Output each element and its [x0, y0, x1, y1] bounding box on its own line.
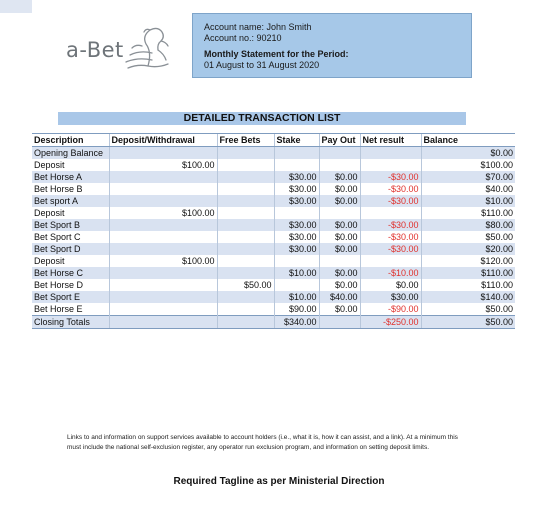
cell-balance: $50.00: [421, 316, 515, 329]
cell-deposit-withdrawal: [109, 171, 217, 183]
statement-title: Monthly Statement for the Period:: [204, 49, 349, 59]
cell-pay-out: [319, 255, 360, 267]
cell-stake: $30.00: [274, 195, 319, 207]
col-balance: Balance: [421, 134, 515, 147]
cell-description: Deposit: [32, 255, 109, 267]
cell-stake: $340.00: [274, 316, 319, 329]
account-number: Account no.: 90210: [204, 32, 282, 43]
cell-net-result: -$30.00: [360, 183, 421, 195]
cell-pay-out: $0.00: [319, 171, 360, 183]
cell-balance: $50.00: [421, 303, 515, 316]
cell-pay-out: $0.00: [319, 303, 360, 316]
table-row: [32, 279, 515, 291]
cell-free-bets: [217, 207, 274, 219]
cell-net-result: [360, 255, 421, 267]
cell-stake: [274, 147, 319, 160]
section-title: DETAILED TRANSACTION LIST: [58, 112, 466, 125]
cell-deposit-withdrawal: [109, 183, 217, 195]
cell-free-bets: [217, 159, 274, 171]
cell-balance: $110.00: [421, 267, 515, 279]
cell-balance: $40.00: [421, 183, 515, 195]
cell-deposit-withdrawal: [109, 303, 217, 316]
cell-description: Deposit: [32, 207, 109, 219]
table-row: [32, 159, 515, 171]
cell-free-bets: [217, 316, 274, 329]
cell-pay-out: [319, 316, 360, 329]
cell-deposit-withdrawal: [109, 195, 217, 207]
cell-net-result: [360, 159, 421, 171]
cell-balance: $10.00: [421, 195, 515, 207]
cell-pay-out: $0.00: [319, 267, 360, 279]
cell-net-result: $30.00: [360, 291, 421, 303]
table-header-row: [32, 134, 515, 147]
cell-balance: $0.00: [421, 147, 515, 160]
cell-pay-out: $0.00: [319, 195, 360, 207]
cell-description: Bet Sport C: [32, 231, 109, 243]
cell-pay-out: $0.00: [319, 279, 360, 291]
cell-free-bets: [217, 183, 274, 195]
cell-balance: $70.00: [421, 171, 515, 183]
cell-free-bets: [217, 171, 274, 183]
cell-deposit-withdrawal: [109, 243, 217, 255]
cell-net-result: -$30.00: [360, 171, 421, 183]
cell-net-result: -$30.00: [360, 231, 421, 243]
cell-stake: $30.00: [274, 171, 319, 183]
table-row: [32, 195, 515, 207]
cell-stake: $10.00: [274, 267, 319, 279]
cell-deposit-withdrawal: [109, 231, 217, 243]
cell-free-bets: [217, 147, 274, 160]
table-row: [32, 267, 515, 279]
cell-free-bets: [217, 195, 274, 207]
cell-stake: $30.00: [274, 243, 319, 255]
cell-stake: [274, 207, 319, 219]
table-row: [32, 171, 515, 183]
table-row: [32, 219, 515, 231]
col-stake: Stake: [274, 134, 319, 147]
cell-free-bets: [217, 303, 274, 316]
cell-deposit-withdrawal: [109, 147, 217, 160]
cell-description: Bet Sport E: [32, 291, 109, 303]
cell-description: Bet Sport D: [32, 243, 109, 255]
cell-net-result: -$250.00: [360, 316, 421, 329]
cell-free-bets: [217, 291, 274, 303]
cell-free-bets: $50.00: [217, 279, 274, 291]
cell-pay-out: $0.00: [319, 183, 360, 195]
support-services-note: Links to and information on support services available to account holders (i.e., what it is, how it can assist, and a link). At a minimum this must include the national self-exclusion register, any operator run exclusion program, and information on setting deposit limits.: [67, 434, 458, 451]
cell-net-result: -$30.00: [360, 219, 421, 231]
cell-pay-out: [319, 147, 360, 160]
cell-net-result: [360, 147, 421, 160]
a-bet-logo: [66, 24, 176, 76]
col-deposit-withdrawal: Deposit/Withdrawal: [109, 134, 217, 147]
cell-balance: $140.00: [421, 291, 515, 303]
table-row: [32, 255, 515, 267]
cell-stake: $10.00: [274, 291, 319, 303]
cell-balance: $50.00: [421, 231, 515, 243]
cell-pay-out: [319, 207, 360, 219]
cell-deposit-withdrawal: [109, 291, 217, 303]
cell-stake: $30.00: [274, 219, 319, 231]
cell-net-result: [360, 207, 421, 219]
cell-deposit-withdrawal: [109, 279, 217, 291]
cell-deposit-withdrawal: $100.00: [109, 159, 217, 171]
statement-period: 01 August to 31 August 2020: [204, 59, 320, 70]
cell-deposit-withdrawal: [109, 219, 217, 231]
cell-balance: $110.00: [421, 279, 515, 291]
cell-description: Bet sport A: [32, 195, 109, 207]
cell-description: Bet Horse D: [32, 279, 109, 291]
table-row: [32, 291, 515, 303]
closing-totals-row: [32, 316, 515, 329]
cell-balance: $110.00: [421, 207, 515, 219]
table-row: [32, 147, 515, 160]
cell-net-result: -$90.00: [360, 303, 421, 316]
cell-balance: $120.00: [421, 255, 515, 267]
cell-stake: $30.00: [274, 183, 319, 195]
cell-free-bets: [217, 255, 274, 267]
cell-free-bets: [217, 219, 274, 231]
cell-deposit-withdrawal: [109, 267, 217, 279]
table-row: [32, 243, 515, 255]
tagline: Required Tagline as per Ministerial Direction: [173, 476, 385, 487]
cell-net-result: -$30.00: [360, 195, 421, 207]
table-row: [32, 183, 515, 195]
cell-free-bets: [217, 267, 274, 279]
cell-pay-out: $0.00: [319, 231, 360, 243]
account-name: Account name: John Smith: [204, 22, 312, 32]
transaction-table: [32, 133, 515, 329]
cell-description: Closing Totals: [32, 316, 109, 329]
cell-description: Bet Horse B: [32, 183, 109, 195]
cell-balance: $20.00: [421, 243, 515, 255]
cell-description: Bet Horse E: [32, 303, 109, 316]
col-free-bets: Free Bets: [217, 134, 274, 147]
cell-deposit-withdrawal: $100.00: [109, 207, 217, 219]
cell-stake: [274, 255, 319, 267]
col-net-result: Net result: [360, 134, 421, 147]
cell-balance: $100.00: [421, 159, 515, 171]
cell-stake: [274, 159, 319, 171]
corner-decoration: [0, 0, 32, 13]
cell-pay-out: $40.00: [319, 291, 360, 303]
horse-logo-icon: [118, 24, 174, 76]
cell-pay-out: [319, 159, 360, 171]
cell-net-result: -$30.00: [360, 243, 421, 255]
cell-net-result: -$10.00: [360, 267, 421, 279]
cell-stake: [274, 279, 319, 291]
cell-deposit-withdrawal: [109, 316, 217, 329]
cell-description: Bet Horse C: [32, 267, 109, 279]
col-pay-out: Pay Out: [319, 134, 360, 147]
cell-net-result: $0.00: [360, 279, 421, 291]
cell-description: Bet Horse A: [32, 171, 109, 183]
cell-free-bets: [217, 243, 274, 255]
cell-free-bets: [217, 231, 274, 243]
table-row: [32, 207, 515, 219]
cell-balance: $80.00: [421, 219, 515, 231]
account-info-box: [192, 13, 472, 78]
cell-description: Deposit: [32, 159, 109, 171]
table-row: [32, 231, 515, 243]
cell-description: Bet Sport B: [32, 219, 109, 231]
cell-stake: $90.00: [274, 303, 319, 316]
col-description: Description: [32, 134, 109, 147]
cell-deposit-withdrawal: $100.00: [109, 255, 217, 267]
cell-pay-out: $0.00: [319, 219, 360, 231]
logo-text: a-Bet: [66, 38, 124, 62]
cell-description: Opening Balance: [32, 147, 109, 160]
cell-stake: $30.00: [274, 231, 319, 243]
table-row: [32, 303, 515, 316]
cell-pay-out: $0.00: [319, 243, 360, 255]
